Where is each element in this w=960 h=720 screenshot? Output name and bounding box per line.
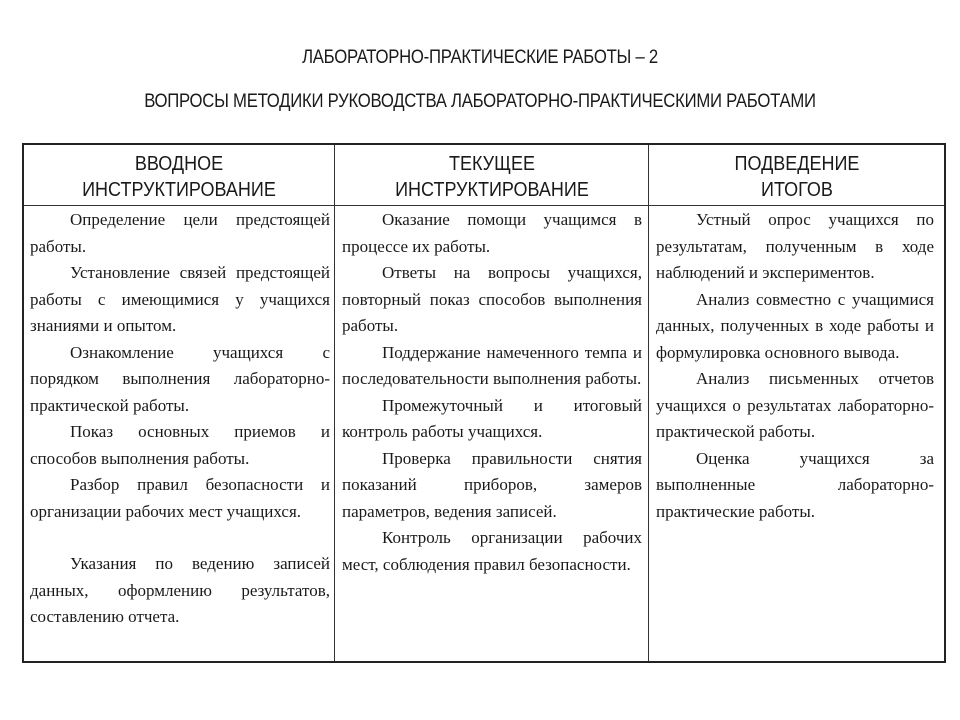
list-item: Анализ письменных отчетов учащихся о результатах лабораторно-практической работы. bbox=[656, 369, 934, 441]
list-item: Проверка правильности снятия показаний приборов, замеров параметров, ведения записей. bbox=[342, 448, 642, 521]
list-item: Поддержание намеченного темпа и последовательности выполнения работы. bbox=[342, 342, 642, 388]
list-item: Анализ совместно с учащимися данных, полученных в ходе работы и формулировка основного вывода. bbox=[656, 289, 934, 362]
list-item: Оказание помощи учащимся в процессе их работы. bbox=[342, 210, 642, 256]
header-line: ИНСТРУКТИРОВАНИЕ bbox=[395, 179, 589, 201]
column-header-summary bbox=[665, 149, 930, 205]
header-divider bbox=[24, 205, 944, 206]
document-title: ЛАБОРАТОРНО-ПРАКТИЧЕСКИЕ РАБОТЫ – 2 bbox=[302, 47, 658, 68]
list-item: Контроль организации рабочих мест, соблюдения правил безопасности. bbox=[342, 528, 642, 574]
methodology-table bbox=[22, 143, 946, 663]
header-line: ИНСТРУКТИРОВАНИЕ bbox=[82, 179, 276, 201]
column-divider bbox=[334, 145, 335, 661]
column-current bbox=[342, 207, 642, 578]
list-item: Оценка учащихся за выполненные лабораторно-практические работы. bbox=[656, 448, 934, 521]
list-item: Ознакомление учащихся с порядком выполнения лабораторно-практической работы. bbox=[30, 342, 330, 415]
column-divider bbox=[648, 145, 649, 661]
list-item: Разбор правил безопасности и организации рабочих мест учащихся. bbox=[30, 475, 330, 521]
header-line: ИТОГОВ bbox=[761, 179, 833, 201]
column-summary bbox=[656, 207, 934, 525]
header-line: ВВОДНОЕ bbox=[134, 153, 224, 175]
list-item: Устный опрос учащихся по результатам, полученным в ходе наблюдений и экспериментов. bbox=[656, 210, 934, 282]
list-item: Показ основных приемов и способов выполнения работы. bbox=[30, 422, 330, 468]
list-item: Промежуточный и итоговый контроль работы учащихся. bbox=[342, 395, 642, 441]
header-line: ПОДВЕДЕНИЕ bbox=[734, 153, 860, 175]
list-item: Установление связей предстоящей работы с имеющимися у учащихся знаниями и опытом. bbox=[30, 263, 330, 335]
document-subtitle: ВОПРОСЫ МЕТОДИКИ РУКОВОДСТВА ЛАБОРАТОРНО-ПРАКТИЧЕСКИМИ РАБОТАМИ bbox=[144, 91, 816, 112]
column-header-introductory bbox=[40, 149, 319, 205]
list-item: Ответы на вопросы учащихся, повторный показ способов выполнения работы. bbox=[342, 263, 642, 335]
column-introductory bbox=[30, 207, 330, 631]
list-item: Указания по ведению записей данных, оформлению результатов, составлению отчета. bbox=[30, 554, 330, 626]
header-line: ТЕКУЩЕЕ bbox=[448, 153, 536, 175]
column-header-current bbox=[352, 149, 633, 205]
list-item: Определение цели предстоящей работы. bbox=[30, 210, 330, 256]
